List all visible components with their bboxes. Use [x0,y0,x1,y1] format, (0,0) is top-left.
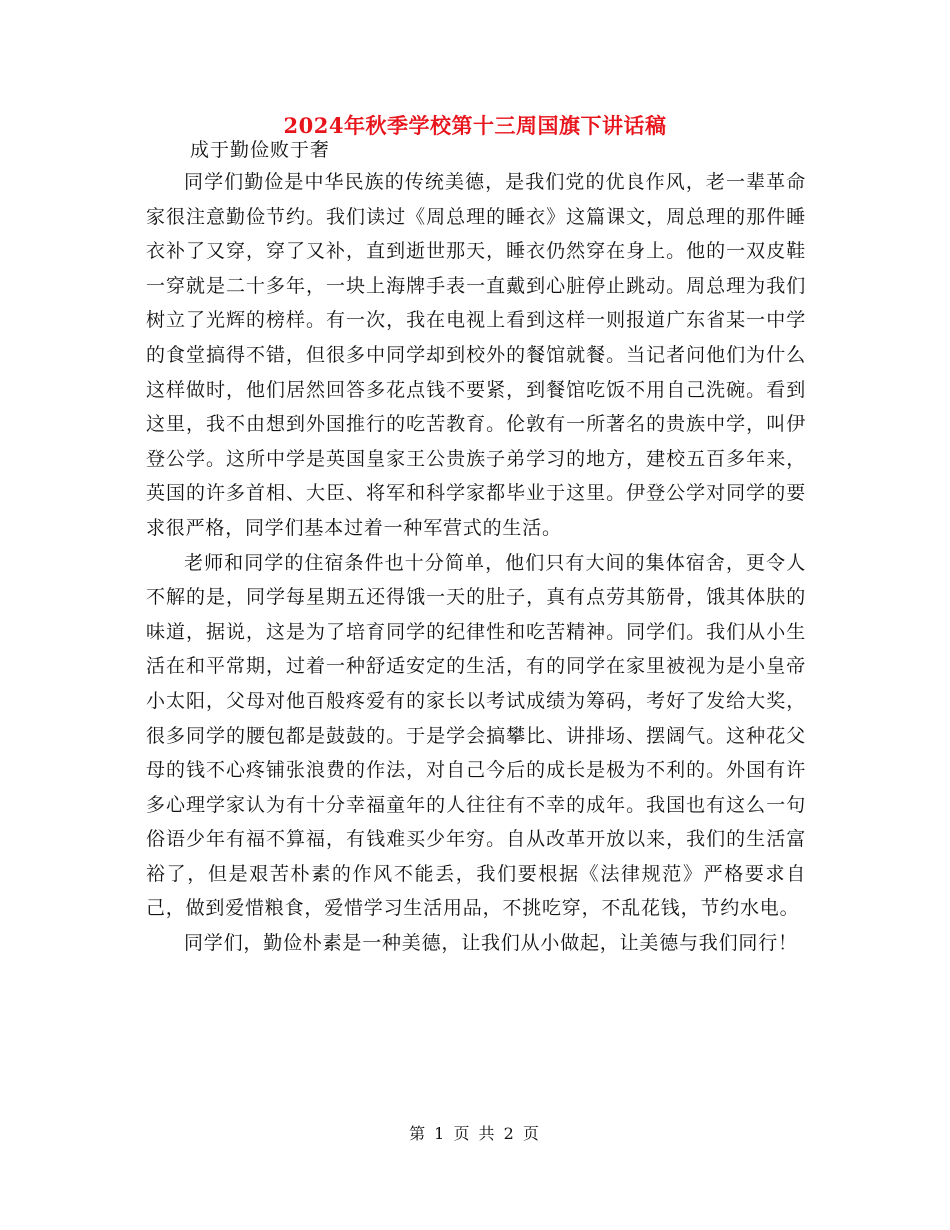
document-title: 2024年秋季学校第十三周国旗下讲话稿 [283,113,667,138]
body-paragraph-3: 同学们，勤俭朴素是一种美德，让我们从小做起，让美德与我们同行！ [184,932,798,955]
document-body [146,165,806,961]
body-paragraph-2: 老师和同学的住宿条件也十分简单，他们只有大间的集体宿舍，更令人不解的是，同学每星期五还得饿一天的肚子，真有点劳其筋骨，饿其体肤的味道，据说，这是为了培育同学的纪律性和吃苦精神。同学们。我们从小生活在和平常期，过着一种舒适安定的生活，有的同学在家里被视为是小皇帝小太阳，父母对他百般疼爱有的家长以考试成绩为筹码，考好了发给大奖，很多同学的腰包都是鼓鼓的。于是学会搞攀比、讲排场、摆阔气。这种花父母的钱不心疼铺张浪费的作法，对自己今后的成长是极为不利的。外国有许多心理学家认为有十分幸福童年的人往往有不幸的成年。我国也有这么一句俗语少年有福不算福，有钱难买少年穷。自从改革开放以来，我们的生活富裕了，但是艰苦朴素的作风不能丢，我们要根据《法律规范》严格要求自己，做到爱惜粮食，爱惜学习生活用品，不挑吃穿，不乱花钱，节约水电。 [146,551,806,920]
page-number-footer: 第 1 页 共 2 页 [409,1124,541,1143]
body-paragraph-1: 同学们勤俭是中华民族的传统美德，是我们党的优良作风，老一辈革命家很注意勤俭节约。我们读过《周总理的睡衣》这篇课文，周总理的那件睡衣补了又穿，穿了又补，直到逝世那天，睡衣仍然穿在身上。他的一双皮鞋一穿就是二十多年，一块上海牌手表一直戴到心脏停止跳动。周总理为我们树立了光辉的榜样。有一次，我在电视上看到这样一则报道广东省某一中学的食堂搞得不错，但很多中同学却到校外的餐馆就餐。当记者问他们为什么这样做时，他们居然回答多花点钱不要紧，到餐馆吃饭不用自己洗碗。看到这里，我不由想到外国推行的吃苦教育。伦敦有一所著名的贵族中学，叫伊登公学。这所中学是英国皇家王公贵族子弟学习的地方，建校五百多年来，英国的许多首相、大臣、将军和科学家都毕业于这里。伊登公学对同学的要求很严格，同学们基本过着一种军营式的生活。 [146,171,806,539]
document-subtitle: 成于勤俭败于奢 [190,139,331,161]
